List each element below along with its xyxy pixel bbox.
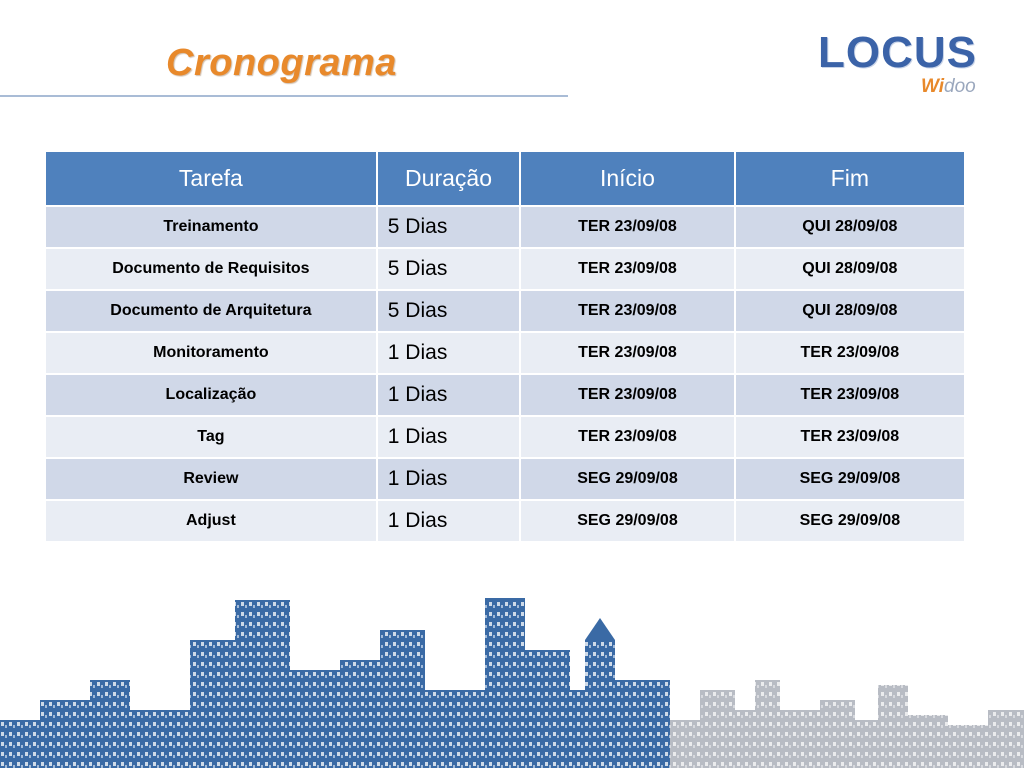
skyline-gray-group <box>670 680 1024 768</box>
cell-inicio: TER 23/09/08 <box>520 290 734 332</box>
table-row <box>45 458 965 500</box>
header-fim: Fim <box>735 151 965 206</box>
logo-sub-text <box>921 76 976 98</box>
cell-duracao: 5 Dias <box>377 290 520 332</box>
header-duracao: Duração <box>377 151 520 206</box>
skyline-blue-group <box>0 598 670 768</box>
cell-inicio: TER 23/09/08 <box>520 206 734 248</box>
cell-duracao: 1 Dias <box>377 500 520 542</box>
table-row <box>45 290 965 332</box>
cell-tarefa: Treinamento <box>45 206 377 248</box>
cell-inicio: TER 23/09/08 <box>520 416 734 458</box>
cell-fim: QUI 28/09/08 <box>735 248 965 290</box>
cell-inicio: TER 23/09/08 <box>520 332 734 374</box>
logo-main-text: LOCUS <box>818 28 977 77</box>
cell-fim: TER 23/09/08 <box>735 374 965 416</box>
title-divider <box>0 95 568 97</box>
cell-tarefa: Monitoramento <box>45 332 377 374</box>
cell-tarefa: Tag <box>45 416 377 458</box>
cell-tarefa: Localização <box>45 374 377 416</box>
locus-widoo-logo <box>818 28 993 100</box>
page-title: Cronograma <box>166 42 397 84</box>
table-row <box>45 248 965 290</box>
logo-sub-part2: doo <box>944 76 976 97</box>
cell-tarefa: Adjust <box>45 500 377 542</box>
city-skyline-illustration <box>0 570 1024 768</box>
cell-tarefa: Documento de Requisitos <box>45 248 377 290</box>
table-row <box>45 206 965 248</box>
cell-tarefa: Review <box>45 458 377 500</box>
logo-sub-part1: Wi <box>921 76 945 97</box>
table-row <box>45 332 965 374</box>
cell-duracao: 5 Dias <box>377 248 520 290</box>
cell-duracao: 1 Dias <box>377 332 520 374</box>
cell-duracao: 1 Dias <box>377 374 520 416</box>
cell-inicio: SEG 29/09/08 <box>520 458 734 500</box>
cell-fim: TER 23/09/08 <box>735 332 965 374</box>
cell-fim: TER 23/09/08 <box>735 416 965 458</box>
cell-inicio: SEG 29/09/08 <box>520 500 734 542</box>
cell-inicio: TER 23/09/08 <box>520 374 734 416</box>
cell-fim: SEG 29/09/08 <box>735 500 965 542</box>
cell-inicio: TER 23/09/08 <box>520 248 734 290</box>
table-row <box>45 374 965 416</box>
cell-duracao: 1 Dias <box>377 458 520 500</box>
cell-fim: SEG 29/09/08 <box>735 458 965 500</box>
table-row <box>45 416 965 458</box>
cell-fim: QUI 28/09/08 <box>735 290 965 332</box>
cell-fim: QUI 28/09/08 <box>735 206 965 248</box>
cell-tarefa: Documento de Arquitetura <box>45 290 377 332</box>
schedule-table <box>44 150 966 543</box>
table-row <box>45 500 965 542</box>
header-tarefa: Tarefa <box>45 151 377 206</box>
header-inicio: Início <box>520 151 734 206</box>
table-header-row <box>45 151 965 206</box>
cell-duracao: 5 Dias <box>377 206 520 248</box>
cell-duracao: 1 Dias <box>377 416 520 458</box>
